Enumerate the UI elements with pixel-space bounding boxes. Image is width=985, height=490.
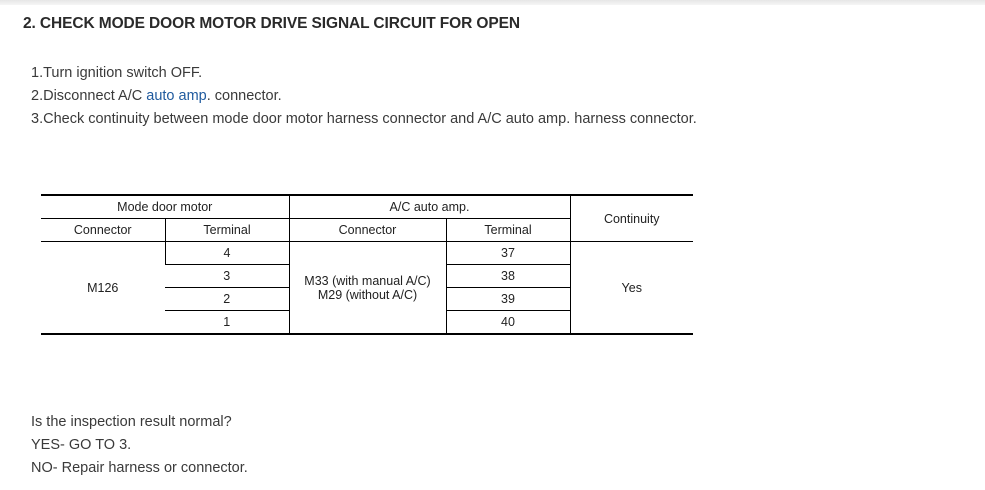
answer-yes: YES- GO TO 3. (31, 437, 132, 453)
amp-connector-cell (289, 242, 446, 335)
step-3: 3.Check continuity between mode door motor harness connector and A/C auto amp. harness connector. (31, 111, 697, 127)
step-2 (31, 85, 697, 108)
header-connector-motor: Connector (41, 219, 165, 242)
motor-connector-cell: M126 (41, 242, 165, 335)
continuity-table (41, 194, 693, 335)
amp-terminal-cell: 37 (446, 242, 570, 265)
top-shadow-bar (0, 0, 985, 5)
inspection-question (31, 411, 248, 480)
header-continuity: Continuity (570, 195, 693, 242)
continuity-value-cell: Yes (570, 242, 693, 335)
header-connector-amp: Connector (289, 219, 446, 242)
answer-no: NO- Repair harness or connector. (31, 460, 248, 476)
amp-connector-line-2: M29 (without A/C) (317, 287, 418, 302)
auto-amp-link[interactable]: auto amp (146, 88, 207, 104)
motor-terminal-cell: 3 (165, 265, 289, 288)
motor-terminal-cell: 4 (165, 242, 289, 265)
motor-terminal-cell: 2 (165, 288, 289, 311)
motor-terminal-cell: 1 (165, 311, 289, 335)
table-row (41, 242, 693, 265)
procedure-steps (31, 62, 697, 131)
amp-terminal-cell: 38 (446, 265, 570, 288)
header-terminal-motor: Terminal (165, 219, 289, 242)
step-1: 1.Turn ignition switch OFF. (31, 65, 203, 81)
amp-connector-line-1: M33 (with manual A/C) (304, 273, 431, 288)
section-heading: 2. CHECK MODE DOOR MOTOR DRIVE SIGNAL CIRCUIT FOR OPEN (23, 15, 520, 32)
header-mode-door-motor: Mode door motor (41, 195, 289, 219)
question-prompt: Is the inspection result normal? (31, 414, 232, 430)
header-terminal-amp: Terminal (446, 219, 570, 242)
step-2-text-after: . connector. (206, 88, 282, 104)
header-ac-auto-amp: A/C auto amp. (289, 195, 570, 219)
step-2-text-before: 2.Disconnect A/C (31, 88, 147, 104)
amp-terminal-cell: 39 (446, 288, 570, 311)
amp-terminal-cell: 40 (446, 311, 570, 335)
